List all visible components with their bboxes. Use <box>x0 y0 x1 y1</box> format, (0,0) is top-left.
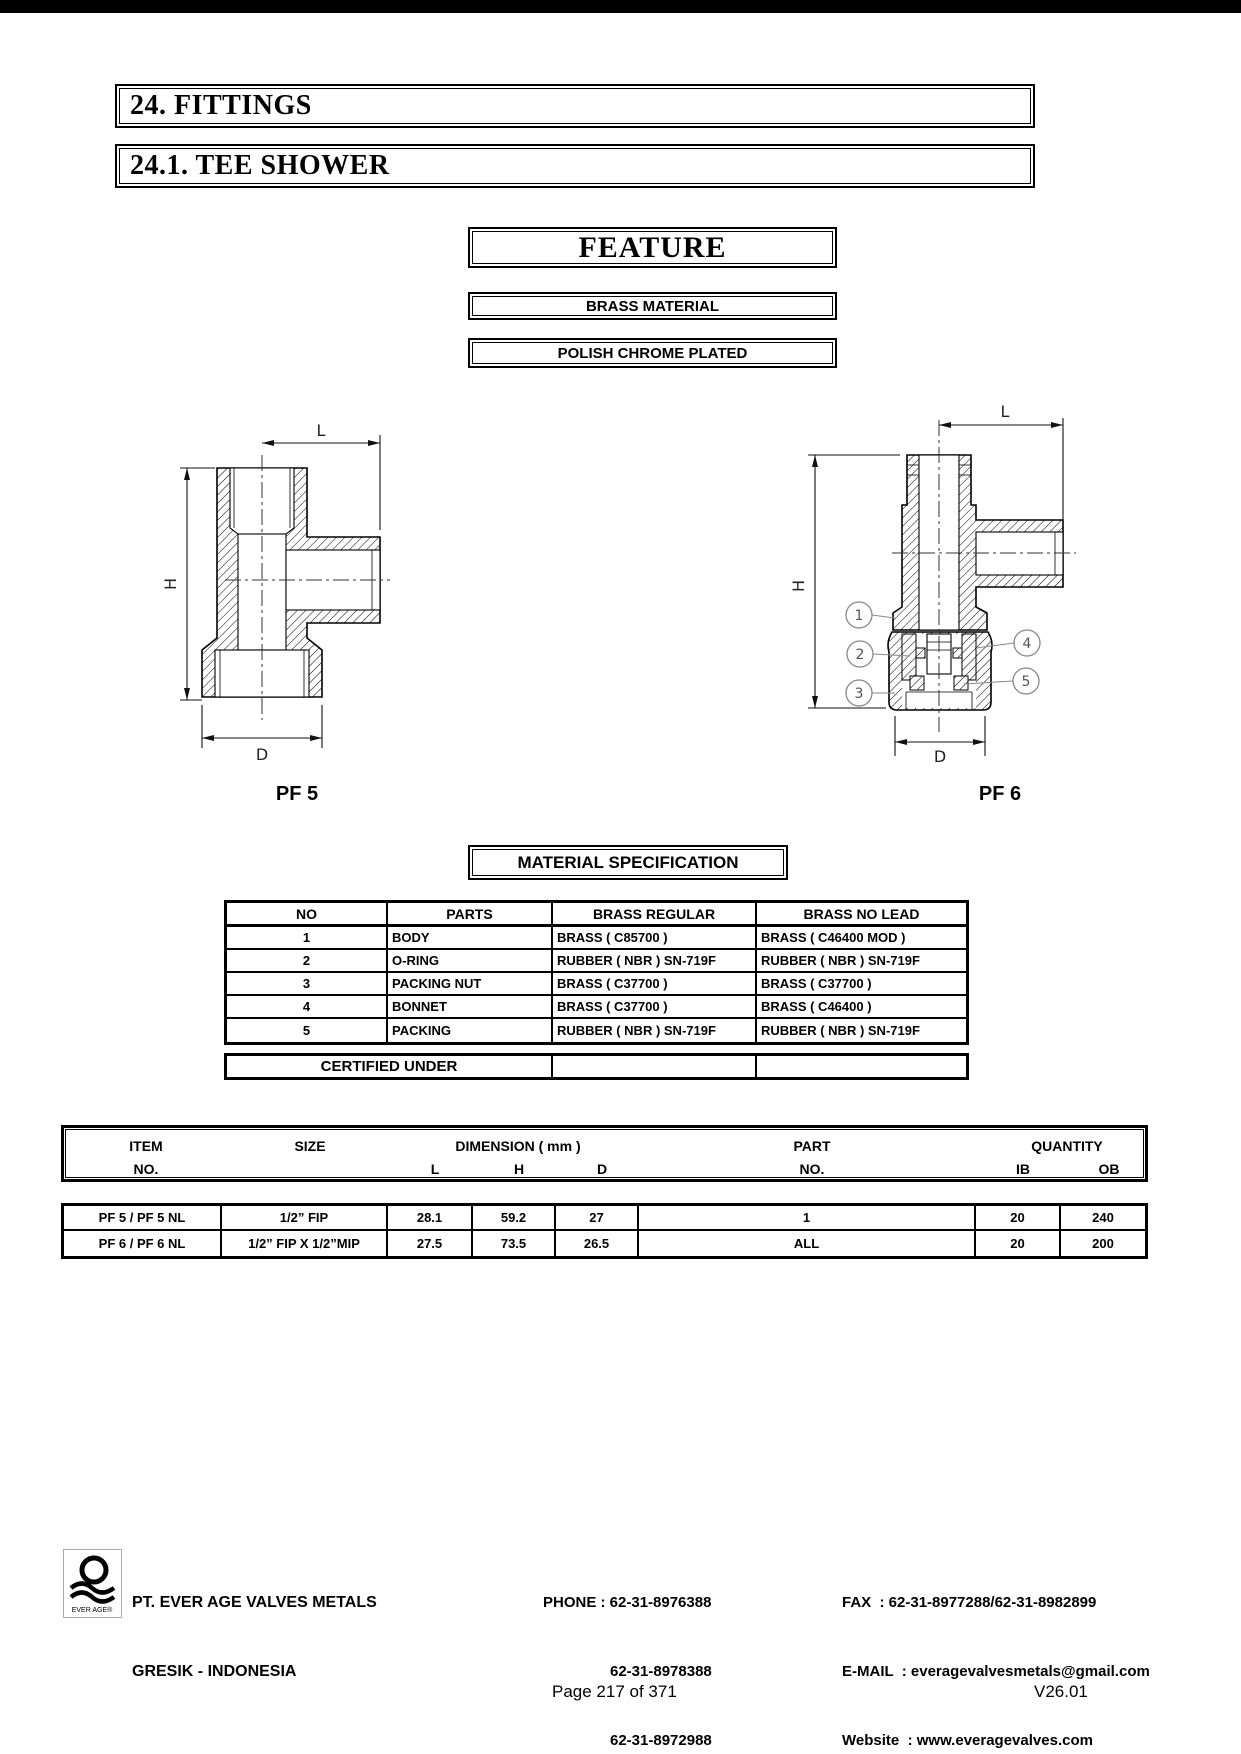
feature-title: FEATURE <box>472 231 833 264</box>
table-cell: PF 6 / PF 6 NL <box>64 1231 222 1256</box>
table-cell: RUBBER ( NBR ) SN-719F <box>553 1019 757 1042</box>
col-header-no: NO <box>227 903 388 927</box>
table-cell: 26.5 <box>556 1231 639 1256</box>
table-cell: 27 <box>556 1206 639 1231</box>
table-cell: RUBBER ( NBR ) SN-719F <box>757 950 966 973</box>
size-table-header <box>61 1125 1148 1182</box>
material-spec-title: MATERIAL SPECIFICATION <box>472 849 784 876</box>
website-line: Website : www.everagevalves.com <box>842 1732 1093 1749</box>
table-cell: 3 <box>227 973 388 996</box>
table-cell: BONNET <box>388 996 553 1019</box>
email-line: E-MAIL : everagevalvesmetals@gmail.com <box>842 1663 1150 1680</box>
table-cell: 20 <box>976 1231 1061 1256</box>
header-part: PART <box>793 1138 831 1154</box>
header-item-no: NO. <box>133 1161 159 1177</box>
table-cell: RUBBER ( NBR ) SN-719F <box>761 1023 920 1038</box>
company-name: PT. EVER AGE VALVES METALS <box>132 1594 377 1611</box>
pf5-drawing <box>140 360 420 820</box>
pf5-dim-h-label: H <box>161 577 180 591</box>
table-cell: 20 <box>976 1206 1061 1231</box>
phone-line-3: 62-31-8972988 <box>610 1732 712 1749</box>
pf6-dim-h-label: H <box>789 579 808 593</box>
table-cell: ALL <box>639 1231 976 1256</box>
table-cell: 4 <box>227 996 388 1019</box>
callout-1-number: 1 <box>854 608 864 624</box>
callout-2-number: 2 <box>855 647 865 663</box>
table-cell: 1 <box>639 1206 976 1231</box>
header-ib: IB <box>1016 1161 1030 1177</box>
table-cell: 73.5 <box>473 1231 556 1256</box>
phone-line-1: PHONE : 62-31-8976388 <box>543 1594 712 1611</box>
certified-under-row <box>224 1053 969 1080</box>
size-table-data <box>61 1203 1148 1259</box>
table-cell: BRASS ( C37700 ) <box>553 996 757 1019</box>
company-location: GRESIK - INDONESIA <box>132 1663 297 1680</box>
feature-item-brass-box <box>468 292 837 320</box>
feature-item-brass: BRASS MATERIAL <box>472 296 833 316</box>
table-cell: 59.2 <box>473 1206 556 1231</box>
feature-title-box <box>468 227 837 268</box>
table-cell: BRASS ( C37700 ) <box>757 973 966 996</box>
subsection-title: 24.1. TEE SHOWER <box>119 148 1031 184</box>
callout-3-number: 3 <box>854 686 864 702</box>
table-cell: BRASS ( C85700 ) <box>553 927 757 950</box>
col-header-brass-no-lead: BRASS NO LEAD <box>757 903 966 927</box>
pf6-dim-d-label: D <box>933 747 947 766</box>
col-header-brass-regular: BRASS REGULAR <box>553 903 757 927</box>
phone-block <box>543 1545 712 1754</box>
phone-line-2: 62-31-8978388 <box>610 1663 712 1680</box>
header-part-no: NO. <box>799 1161 825 1177</box>
table-cell: PF 5 / PF 5 NL <box>64 1206 222 1231</box>
contact-block <box>842 1545 1241 1754</box>
table-cell: BRASS ( C46400 MOD ) <box>757 927 966 950</box>
certified-under-cell-1 <box>553 1056 757 1077</box>
table-cell: 5 <box>227 1019 388 1042</box>
header-quantity: QUANTITY <box>1031 1138 1103 1154</box>
subsection-title-box <box>115 144 1035 188</box>
top-black-bar <box>0 0 1241 13</box>
col-header-parts: PARTS <box>388 903 553 927</box>
table-cell: 200 <box>1092 1236 1114 1251</box>
pf6-dim-l-label: L <box>1000 402 1010 421</box>
header-h: H <box>513 1161 525 1177</box>
table-cell: 1 <box>227 927 388 950</box>
pf6-drawing <box>780 360 1100 820</box>
table-cell: 1/2” FIP <box>222 1206 388 1231</box>
table-cell: PACKING <box>388 1019 553 1042</box>
callout-4-number: 4 <box>1022 636 1032 652</box>
header-size: SIZE <box>294 1138 326 1154</box>
company-info <box>132 1545 377 1729</box>
feature-item-polish: POLISH CHROME PLATED <box>472 342 833 364</box>
header-l: L <box>430 1161 440 1177</box>
table-cell: RUBBER ( NBR ) SN-719F <box>553 950 757 973</box>
fax-line: FAX : 62-31-8977288/62-31-8982899 <box>842 1594 1097 1611</box>
section-title: 24. FITTINGS <box>119 88 1031 124</box>
table-cell: 28.1 <box>388 1206 473 1231</box>
header-item: ITEM <box>129 1138 163 1154</box>
certified-under-cell-2 <box>757 1056 966 1077</box>
table-cell: 27.5 <box>388 1231 473 1256</box>
material-spec-table <box>224 900 969 1045</box>
table-cell: 2 <box>227 950 388 973</box>
logo-text: EVER AGE® <box>71 1607 113 1614</box>
table-cell: O-RING <box>388 950 553 973</box>
table-cell: BRASS ( C46400 ) <box>757 996 966 1019</box>
certified-under-label: CERTIFIED UNDER <box>227 1056 553 1077</box>
catalog-version: V26.01 <box>1034 1682 1088 1701</box>
pf5-label: PF 5 <box>275 783 319 805</box>
pf5-dim-d-label: D <box>255 745 269 764</box>
callout-5-number: 5 <box>1021 674 1031 690</box>
table-cell: 240 <box>1061 1206 1145 1231</box>
header-dimension: DIMENSION ( mm ) <box>455 1138 581 1154</box>
table-cell: BRASS ( C37700 ) <box>553 973 757 996</box>
pf6-label: PF 6 <box>978 783 1022 805</box>
header-d: D <box>596 1161 608 1177</box>
pf5-dim-l-label: L <box>316 421 326 440</box>
section-title-box <box>115 84 1035 128</box>
table-cell: 1/2” FIP X 1/2”MIP <box>222 1231 388 1256</box>
material-spec-title-box <box>468 845 788 880</box>
page-number: Page 217 of 371 <box>552 1682 677 1701</box>
table-cell: PACKING NUT <box>388 973 553 996</box>
company-logo <box>63 1549 122 1618</box>
header-ob: OB <box>1098 1161 1120 1177</box>
table-cell: BODY <box>388 927 553 950</box>
ever-age-logo-mark <box>64 1550 121 1617</box>
